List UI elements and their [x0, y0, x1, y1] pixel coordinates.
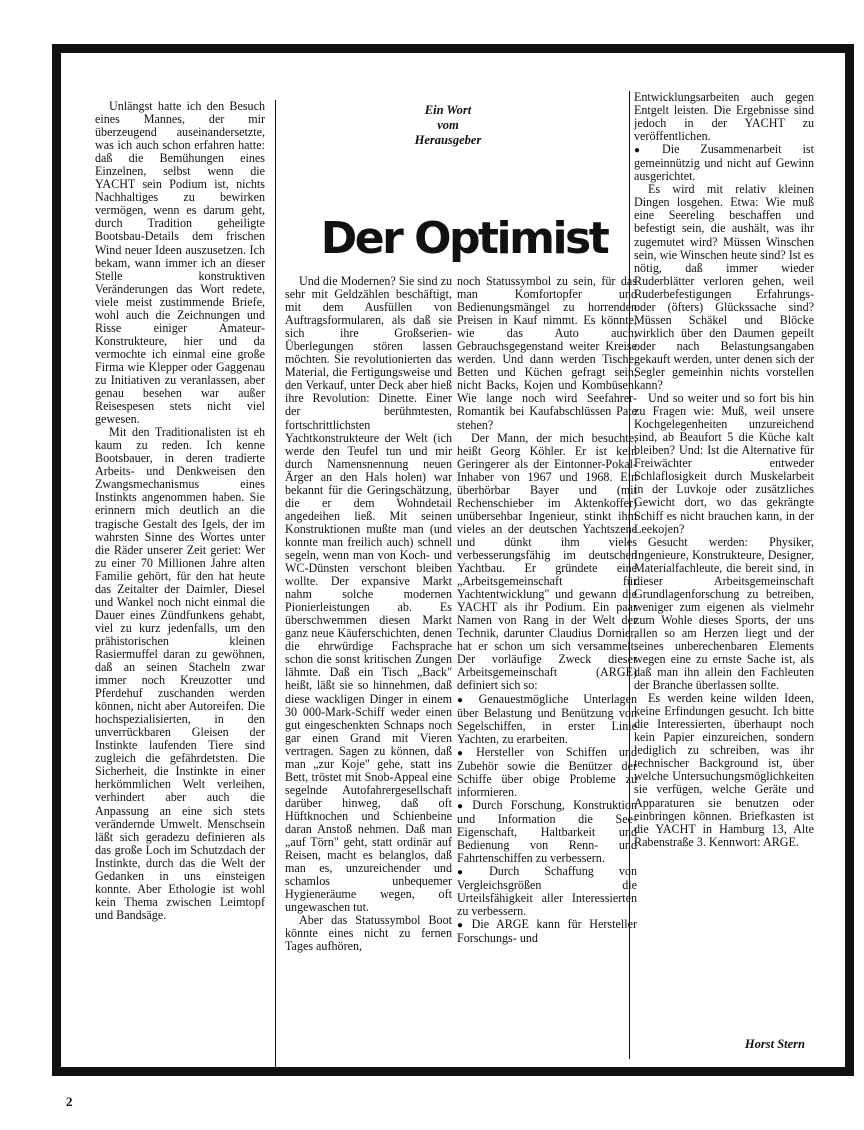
bullet-item: ● Genauestmögliche Unterlagen über Belastung und Benützung von Segelschiffen, in erster Linie Yachten, zu erarbeiten.: [457, 693, 637, 746]
kicker-line: vom: [437, 118, 459, 132]
editorial-kicker: [393, 103, 503, 148]
paragraph: Und die Modernen? Sie sind zu sehr mit Geldzählen beschäftigt, mit dem Ausfüllen von Auftragsformularen, als daß sie sich ihre Großserien-Überlegungen stören lassen möchten. Sie revolutionierten das Material, die Fertigungsweise und den Verkauf, unter Deck aber hieß ihre Revolution: Dinette. Einer der berühmtesten, fortschrittlichsten Yachtkonstrukteure der Welt (ich werde den Teufel tun und mir durch Namensnennung neuen Ärger an den Hals holen) war bekannt für die Geringschätzung, die er dem Wohndetail angedeihen ließ. Mit seinen Konstruktionen mußte man (und konnte man freilich auch) schnell segeln, wenn man von Koch- und WC-Dünsten verschont bleiben wollte. Der expansive Markt nahm solche modernen Pionierleistungen ab. Es überschwemmen diesen Markt ganz neue Käuferschichten, denen die ehrwürdige Fachsprache schon die sonst kritischen Zungen lähmte. Daß ein Tisch „Back" heißt, läßt sie so hinnehmen, daß diese wackligen Dinger in einem 30 000-Mark-Schiff weder einen gut eingeschenkten Schnaps noch gar einen Grand mit Vieren vertragen. Sagen zu können, daß man „zur Koje" gehe, statt ins Bett, tröstet mit Snob-Appeal eine segelnde Autofahrergesellschaft darüber hinweg, daß oft Hüftknochen und Schienbeine daran Anstoß nehmen. Daß man „auf Törn" geht, statt ordinär auf Reisen, macht es belanglos, daß man es, unzureichender und schamlos unbequemer Hygieneräume wegen, oft ungewaschen tut.: [285, 274, 452, 915]
article-column-2: [285, 275, 452, 1065]
paragraph: Unlängst hatte ich den Besuch eines Mannes, der mir überzeugend auseinandersetzte, was ich auch schon erfahren hatte: daß die Bemühungen eines Einzelnen, selbst wenn die YACHT sein Podium ist, nichts Nachhaltiges zu bewirken vermögen, wenn es darum geht, durch Tradition geheiligte Bootsbau-Details dem frischen Wind neuer Ideen auszusetzen. Ich bekam, wann immer ich an dieser Stelle konstruktiven Veränderungen das Wort redete, viele meist zustimmende Briefe, wohl auch die Zeichnungen und Risse einiger Amateur-Konstrukteure, hier und da vermochte ich einmal eine große Firma wie Klepper oder Gaggenau zu Initiativen zu veranlassen, aber genau besehen war außer Reisespesen stets nicht viel gewesen.: [95, 99, 265, 427]
paragraph: Aber das Statussymbol Boot könnte eines nicht zu fernen Tages aufhören,: [285, 913, 452, 954]
bullet-item: ● Die Zusammenarbeit ist gemeinnützig und nicht auf Gewinn ausgerichtet.: [634, 143, 814, 183]
paragraph: Es wird mit relativ kleinen Dingen losgehen. Etwa: Wie muß eine Seereling beschaffen und befestigt sein, die aushält, was ihr zugemutet wird? Müssen Winschen sein, wie Winschen heute sind? Ist es nötig, daß immer wieder Ruderblätter verloren gehen, weil Ruderbefestigungen Erfahrungs- oder (öfters) Glückssache sind? Müssen Schäkel und Blöcke wirklich über den Daumen gepeilt oder nach Belastungsangaben gekauft werden, unter denen sich der Segler gemeinhin nichts vorstellen kann?: [634, 182, 814, 393]
editorial-frame: [52, 44, 854, 1076]
paragraph: Es werden keine wilden Ideen, keine Erfindungen gesucht. Ich bitte die Interessierten, überhaupt noch kein Papier einzureichen, sondern lediglich zu schreiben, was ihr technischer Background ist, über welche Untersuchungsmöglichkeiten sie verfügen, welche Geräte und Apparaturen sie benutzen oder einbringen können. Briefkasten ist die YACHT in Hamburg 13, Alte Rabenstraße 3. Kennwort: ARGE.: [634, 691, 814, 849]
paragraph: Der Mann, der mich besuchte, heißt Georg Köhler. Er ist kein Geringerer als der Eintonner-Pokal-Inhaber von 1967 und 1968. Ein überhörbar Bayer und (mit Rechenschieber im Aktenkoffer) unübersehbar Ingenieur, stinkt ihm vieles an der deutschen Yachtszene und dünkt ihm vieles verbesserungsfähig im deutschen Yachtbau. Er gründete eine „Arbeitsgemeinschaft für Yachtentwicklung" und gewann die YACHT als ihr Podium. Ein paar Namen von Rang in der Welt der Technik, darunter Claudius Dornier, hat er schon um sich versammelt. Der vorläufige Zweck dieser Arbeitsgemeinschaft (ARGE) definiert sich so:: [457, 430, 637, 693]
kicker-line: Herausgeber: [414, 133, 482, 147]
bullet-item: ● Durch Schaffung von Vergleichsgrößen die Urteilsfähigkeit aller Interessierten zu verbessern.: [457, 865, 637, 918]
article-column-4: [634, 91, 814, 1057]
article-title: Der Optimist: [320, 213, 608, 264]
page-number: 2: [66, 1094, 73, 1109]
column-divider: [275, 100, 276, 1068]
paragraph: Mit den Traditionalisten ist eh kaum zu reden. Ich kenne Bootsbauer, in deren tradierte Arbeits- und Denkweisen den Zwangsmechanismus eines Instinkts angenommen haben. Sie erinnern mich deutlich an die tragische Gestalt des Igels, der im wahrsten Sinne des Wortes unter die Räder unserer Zeit geriet: Wer zu einer 70 Millionen Jahre alten Familie gehört, für den hat heute das Zeitalter der Daimler, Diesel und Wankel noch nicht einmal die Dauer eines Zündfunkens gehabt, viel zu kurz jedenfalls, um den prähistorischen kleinen Rasiermuffel daran zu gewöhnen, daß an seinen Stacheln zwar immer noch Kreuzotter und Pferdehuf zuschanden werden können, nicht aber Autoreifen. Die hochspezialisierten, in den unverrückbaren Gleisen der Instinkte laufenden Tiere sind zugleich die gefährdetsten. Die Sicherheit, die Instinkte in einer herkömmlichen Welt verleihen, verhindert aber auch die Anpassung an eine sich stets verändernde Umwelt. Menschsein läßt sich geradezu definieren als das große Loch im Schutzdach der Instinkte, durch das die Welt der Gedanken in uns einsteigen konnte. Aber Ethologie ist wohl kein Thema zwischen Leimtopf und Bandsäge.: [95, 425, 265, 922]
bullet-item: ● Die ARGE kann für Hersteller Forschungs- und: [457, 918, 637, 945]
paragraph: Entwicklungsarbeiten auch gegen Entgelt leisten. Die Ergebnisse sind jedoch in der YACHT zu veröffentlichen.: [634, 90, 814, 144]
kicker-line: Ein Wort: [424, 103, 472, 117]
author-signature: Horst Stern: [744, 1037, 805, 1051]
paragraph: noch Statussymbol zu sein, für das man Komfortopfer und Bedienungsmängel zu horrenden Preisen in Kauf nimmt. Es könnte, wie das Auto auch, Gebrauchsgegenstand weiter Kreise werden. Und dann werden Tische, Betten und Küchen gefragt sein, nicht Backs, Kojen und Kombüsen. Wie lange noch wird Seefahrer-Romantik bei Kaufabschlüssen Pate stehen?: [457, 274, 637, 432]
article-column-3: [457, 275, 637, 1065]
article-column-1: [95, 100, 265, 1066]
bullet-item: ● Durch Forschung, Konstruktion und Information die See-Eigenschaft, Haltbarkeit und Bedienung von Renn- und Fahrtenschiffen zu verbessern.: [457, 799, 637, 865]
paragraph: Und so weiter und so fort bis hin zu Fragen wie: Muß, weil unsere Kochgelegenheiten unzureichend sind, ab Beaufort 5 die Küche kalt bleiben? Und: Ist die Alternative für Freiwächter entweder Schlaflosigkeit durch Muskelarbeit in der Luvkoje oder zusätzliches Gewicht dort, wo das gekrängte Schiff es nicht brauchen kann, in der Leekojen?: [634, 391, 814, 536]
bullet-item: ● Hersteller von Schiffen und Zubehör sowie die Benützer der Schiffe über obige Probleme zu informieren.: [457, 746, 637, 799]
paragraph: Gesucht werden: Physiker, Ingenieure, Konstrukteure, Designer, Materialfachleute, die bereit sind, in dieser Arbeitsgemeinschaft Grundlagenforschung zu betreiben, weniger zum eigenen als vielmehr zum Wohle dieses Sports, der uns allen so am Herzen liegt und der seines unberechenbaren Elements wegen eine zu ernste Sache ist, als daß man ihn allein den Fachleuten der Branche überlassen sollte.: [634, 534, 814, 693]
